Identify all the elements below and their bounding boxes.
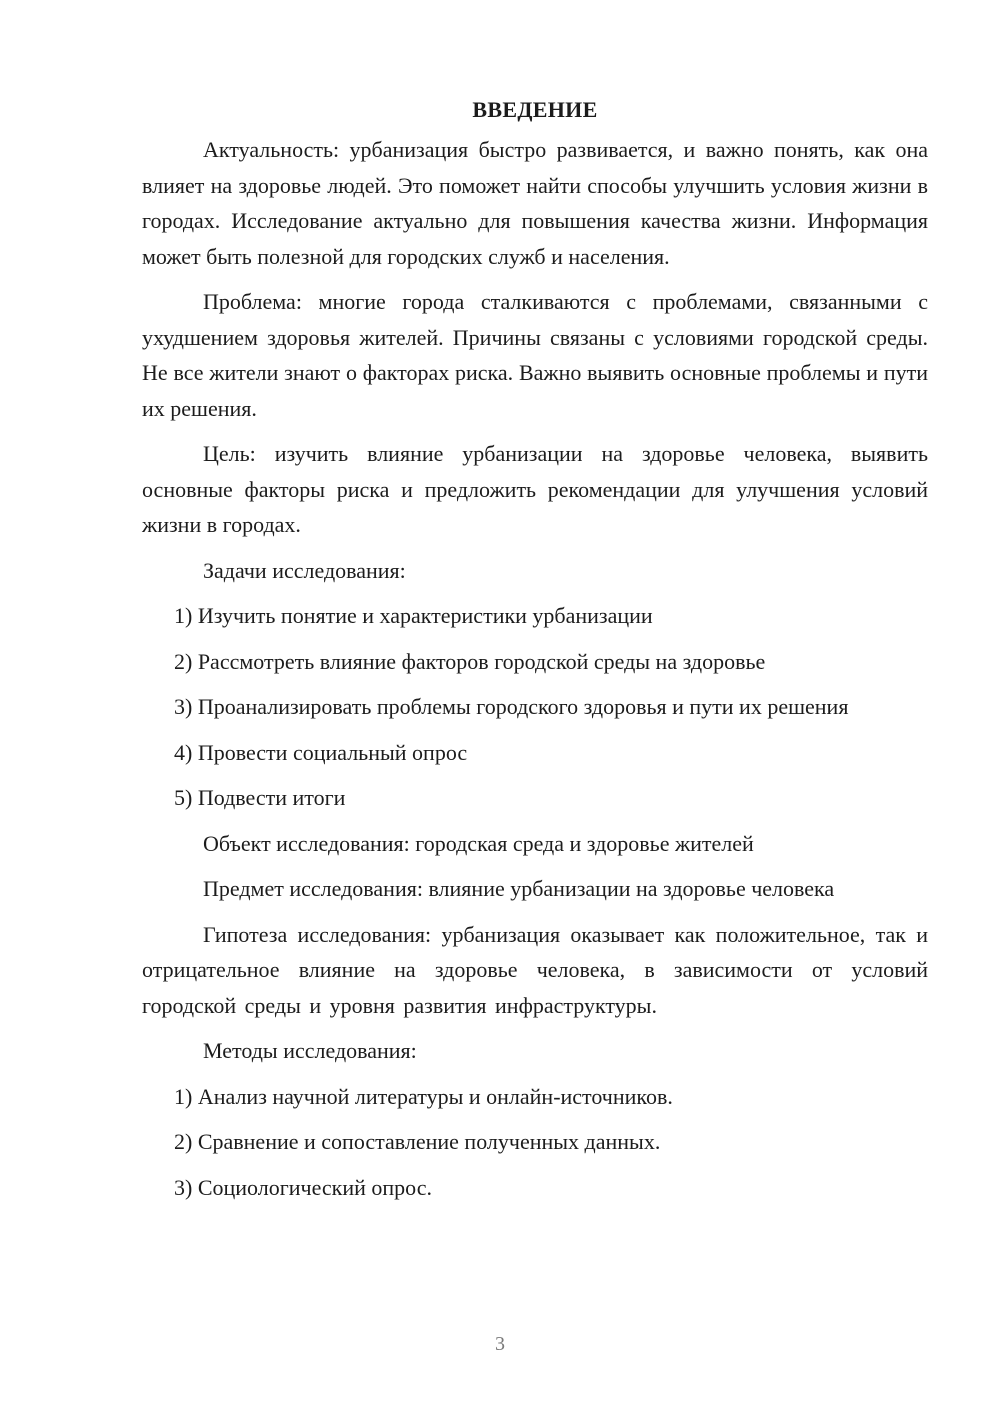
page-number: 3 [495,1333,505,1355]
hypothesis-paragraph: Гипотеза исследования: урбанизация оказывает как положительное, так и отрицательное влияние на здоровье человека, в зависимости от условий городской среды и уровня развития инфраструктуры. [142,921,928,1018]
task-item-5: 5) Подвести итоги [174,785,346,810]
tasks-heading: Задачи исследования: [203,557,406,583]
document-page [142,92,928,1215]
problem-paragraph: Проблема: многие города сталкиваются с проблемами, связанными с ухудшением здоровья жителей. Причины связаны с условиями городской среды. Не все жители знают о факторах риска. Важно выявить основные проблемы и пути их решения. [142,289,928,421]
task-item-3: 3) Проанализировать проблемы городского здоровья и пути их решения [174,694,849,719]
methods-heading: Методы исследования: [203,1038,417,1063]
method-item-1: 1) Анализ научной литературы и онлайн-источников. [174,1083,673,1109]
method-item-3: 3) Социологический опрос. [174,1174,432,1200]
task-item-1: 1) Изучить понятие и характеристики урбанизации [174,603,653,628]
research-object: Объект исследования: городская среда и здоровье жителей [203,830,754,856]
goal-paragraph: Цель: изучить влияние урбанизации на здоровье человека, выявить основные факторы риска и предложить рекомендации для улучшения условий жизни в городах. [142,441,928,537]
page-title: ВВЕДЕНИЕ [472,97,598,122]
task-item-4: 4) Провести социальный опрос [174,739,468,765]
method-item-2: 2) Сравнение и сопоставление полученных данных. [174,1129,661,1154]
research-subject: Предмет исследования: влияние урбанизации на здоровье человека [203,876,835,901]
relevance-paragraph: Актуальность: урбанизация быстро развивается, и важно понять, как она влияет на здоровье людей. Это поможет найти способы улучшить условия жизни в городах. Исследование актуально для повышения качества жизни. Информация может быть полезной для городских служб и населения. [142,137,928,269]
task-item-2: 2) Рассмотреть влияние факторов городской среды на здоровье [174,648,766,674]
